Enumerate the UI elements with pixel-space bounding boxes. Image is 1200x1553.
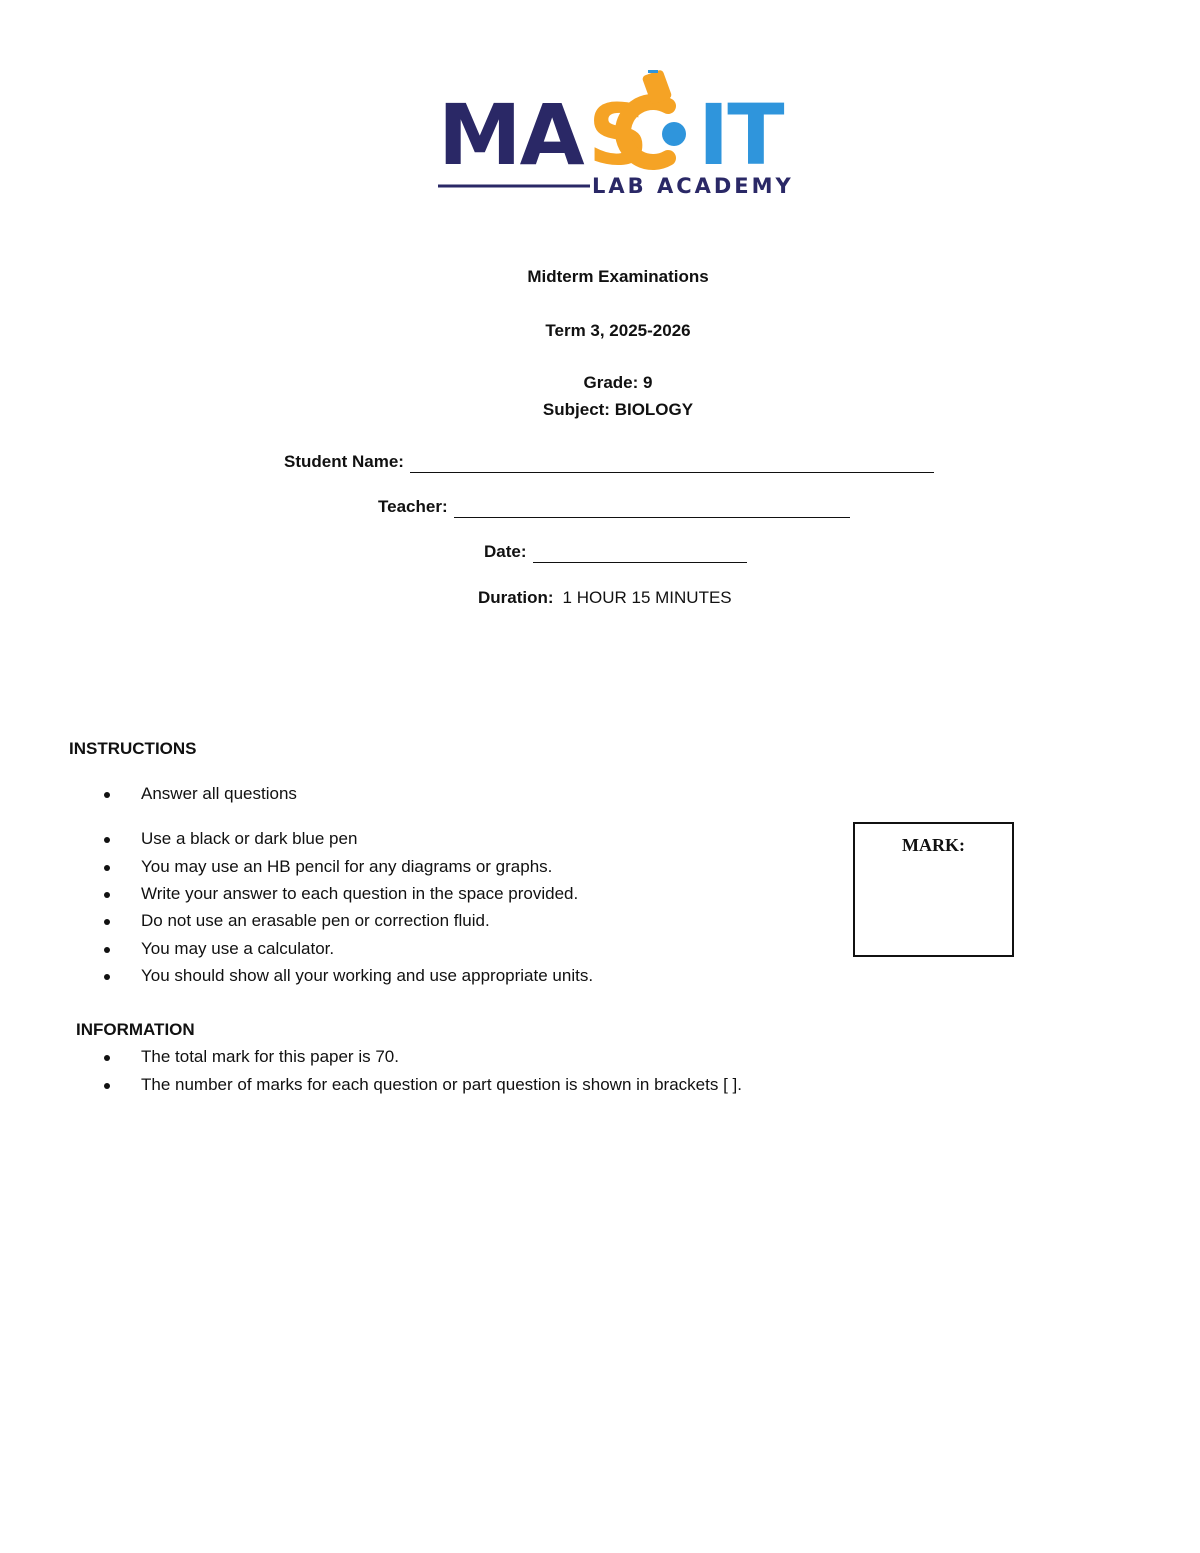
school-logo (436, 66, 800, 200)
duration-row (478, 587, 732, 609)
logo-subtitle: LAB ACADEMY (592, 174, 794, 198)
information-heading: INFORMATION (76, 1020, 195, 1039)
bullet-icon (104, 865, 110, 871)
student-name-label: Student Name: (284, 452, 404, 471)
exam-title: Midterm Examinations (527, 267, 709, 286)
teacher-label: Teacher: (378, 497, 448, 516)
bullet-icon (104, 1083, 110, 1089)
bullet-icon (104, 919, 110, 925)
logo-word-right: IT (698, 86, 783, 184)
bullet-icon (104, 974, 110, 980)
exam-grade: Grade: 9 (583, 373, 653, 392)
duration-value: 1 HOUR 15 MINUTES (562, 588, 732, 607)
bullet-icon (104, 837, 110, 843)
bullet-icon (104, 947, 110, 953)
teacher-field[interactable] (454, 499, 850, 518)
mark-label: MARK: (902, 835, 965, 855)
flask-icon (623, 69, 686, 162)
logo-word-s: S (588, 86, 647, 184)
date-row (484, 541, 747, 563)
bullet-icon (104, 1055, 110, 1061)
logo-word-left: MA (438, 86, 583, 184)
exam-subject: Subject: BIOLOGY (542, 400, 694, 419)
duration-label: Duration: (478, 588, 554, 607)
exam-term: Term 3, 2025-2026 (545, 321, 691, 340)
teacher-row (378, 496, 850, 518)
bullet-icon (104, 792, 110, 798)
student-name-field[interactable] (410, 454, 934, 473)
student-name-row (284, 451, 934, 473)
mark-box[interactable] (853, 822, 1014, 957)
date-field[interactable] (533, 544, 747, 563)
instructions-heading: INSTRUCTIONS (69, 739, 197, 758)
date-label: Date: (484, 542, 527, 561)
bullet-icon (104, 892, 110, 898)
